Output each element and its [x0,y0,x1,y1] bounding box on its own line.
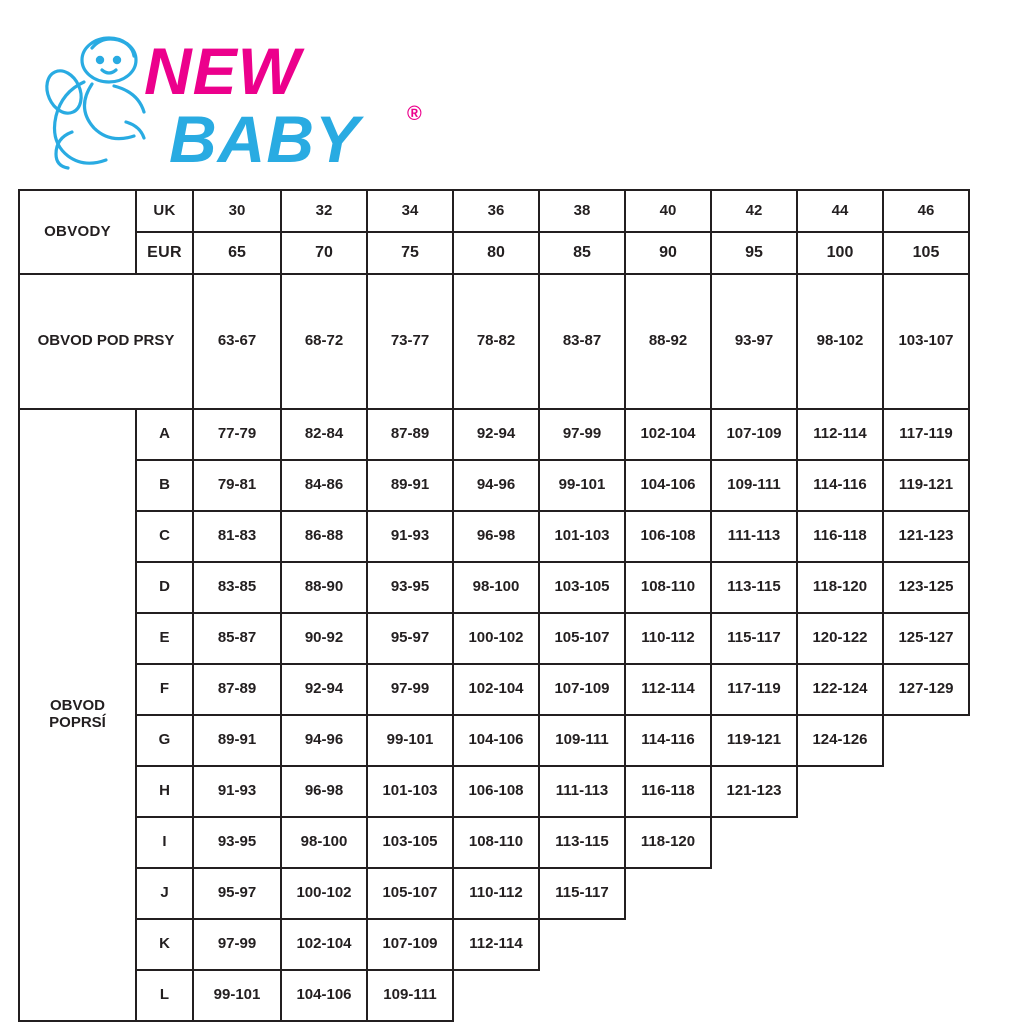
bust-value: 110-112 [453,868,539,919]
eur-size: 95 [711,232,797,274]
underbust-value: 68-72 [281,274,367,409]
eur-size: 100 [797,232,883,274]
bust-value: 95-97 [367,613,453,664]
bust-value: 103-105 [539,562,625,613]
empty-cell [797,970,883,1021]
bust-value: 120-122 [797,613,883,664]
table-row-cup [19,868,969,919]
eur-size: 65 [193,232,281,274]
bust-value: 93-95 [193,817,281,868]
bust-value: 87-89 [367,409,453,460]
bust-value: 91-93 [367,511,453,562]
bust-value: 87-89 [193,664,281,715]
bust-value: 109-111 [539,715,625,766]
bust-value: 112-114 [797,409,883,460]
bust-value: 100-102 [281,868,367,919]
underbust-value: 73-77 [367,274,453,409]
bust-value: 86-88 [281,511,367,562]
table-row-cup [19,715,969,766]
cup-letter: E [136,613,193,664]
bust-value: 101-103 [367,766,453,817]
table-row-cup [19,562,969,613]
bust-value: 107-109 [711,409,797,460]
empty-cell [797,919,883,970]
empty-cell [539,970,625,1021]
bust-value: 112-114 [453,919,539,970]
cup-letter: I [136,817,193,868]
bust-value: 112-114 [625,664,711,715]
empty-cell [711,817,797,868]
bust-value: 103-105 [367,817,453,868]
cup-letter: H [136,766,193,817]
eur-size: 90 [625,232,711,274]
label-obvod-poprsi: OBVOD POPRSÍ [19,409,136,1021]
bust-value: 92-94 [453,409,539,460]
bust-value: 104-106 [453,715,539,766]
table-row-uk [19,190,969,232]
eur-size: 70 [281,232,367,274]
bust-value: 105-107 [367,868,453,919]
empty-cell [797,868,883,919]
empty-cell [883,715,969,766]
uk-size: 30 [193,190,281,232]
bust-value: 106-108 [625,511,711,562]
bust-value: 113-115 [539,817,625,868]
bust-value: 102-104 [453,664,539,715]
bust-value: 116-118 [797,511,883,562]
bust-value: 100-102 [453,613,539,664]
label-obvod-pod-prsy: OBVOD POD PRSY [19,274,193,409]
bust-value: 95-97 [193,868,281,919]
bra-size-table [18,189,970,1022]
empty-cell [883,970,969,1021]
bust-value: 110-112 [625,613,711,664]
new-baby-logo [14,22,434,172]
empty-cell [797,817,883,868]
table-row-cup [19,919,969,970]
bust-value: 118-120 [797,562,883,613]
table-row-cup [19,460,969,511]
bust-value: 121-123 [883,511,969,562]
bust-value: 88-90 [281,562,367,613]
underbust-value: 88-92 [625,274,711,409]
bust-value: 118-120 [625,817,711,868]
bust-value: 119-121 [711,715,797,766]
bust-value: 109-111 [711,460,797,511]
empty-cell [883,766,969,817]
bust-value: 119-121 [883,460,969,511]
bust-value: 81-83 [193,511,281,562]
bust-value: 77-79 [193,409,281,460]
uk-size: 36 [453,190,539,232]
cup-letter: A [136,409,193,460]
empty-cell [711,919,797,970]
bust-value: 93-95 [367,562,453,613]
empty-cell [625,919,711,970]
cup-letter: B [136,460,193,511]
underbust-value: 93-97 [711,274,797,409]
bust-value: 114-116 [797,460,883,511]
empty-cell [883,868,969,919]
bust-value: 84-86 [281,460,367,511]
bust-value: 82-84 [281,409,367,460]
cup-letter: J [136,868,193,919]
cup-letter: G [136,715,193,766]
bust-value: 85-87 [193,613,281,664]
header-obvody: OBVODY [19,190,136,274]
bust-value: 105-107 [539,613,625,664]
bust-value: 108-110 [453,817,539,868]
empty-cell [711,970,797,1021]
eur-size: 75 [367,232,453,274]
table-row-cup [19,409,969,460]
cup-letter: K [136,919,193,970]
uk-size: 38 [539,190,625,232]
empty-cell [453,970,539,1021]
bust-value: 79-81 [193,460,281,511]
table-row-eur [19,232,969,274]
bust-value: 123-125 [883,562,969,613]
table-row-cup [19,970,969,1021]
bust-value: 106-108 [453,766,539,817]
bust-value: 89-91 [367,460,453,511]
bust-value: 101-103 [539,511,625,562]
bust-value: 98-100 [281,817,367,868]
bust-value: 102-104 [281,919,367,970]
table-row-cup [19,817,969,868]
svg-text:®: ® [407,103,422,125]
header-uk: UK [136,190,193,232]
bust-value: 116-118 [625,766,711,817]
bust-value: 111-113 [539,766,625,817]
bust-value: 117-119 [711,664,797,715]
bust-value: 109-111 [367,970,453,1021]
bust-value: 102-104 [625,409,711,460]
bust-value: 121-123 [711,766,797,817]
table-row-cup [19,613,969,664]
bust-value: 107-109 [539,664,625,715]
bust-value: 90-92 [281,613,367,664]
bust-value: 91-93 [193,766,281,817]
bust-value: 92-94 [281,664,367,715]
bust-value: 127-129 [883,664,969,715]
underbust-value: 63-67 [193,274,281,409]
empty-cell [883,919,969,970]
empty-cell [711,868,797,919]
bust-value: 99-101 [367,715,453,766]
uk-size: 32 [281,190,367,232]
underbust-value: 78-82 [453,274,539,409]
underbust-value: 103-107 [883,274,969,409]
bust-value: 83-85 [193,562,281,613]
empty-cell [883,817,969,868]
bust-value: 96-98 [281,766,367,817]
table-row-cup [19,511,969,562]
header-eur: EUR [136,232,193,274]
bust-value: 115-117 [711,613,797,664]
cup-letter: L [136,970,193,1021]
bust-value: 111-113 [711,511,797,562]
bust-value: 94-96 [281,715,367,766]
uk-size: 34 [367,190,453,232]
bust-value: 107-109 [367,919,453,970]
bust-value: 96-98 [453,511,539,562]
bust-value: 117-119 [883,409,969,460]
bust-value: 115-117 [539,868,625,919]
bust-value: 89-91 [193,715,281,766]
bust-value: 122-124 [797,664,883,715]
table-row-cup [19,664,969,715]
eur-size: 85 [539,232,625,274]
empty-cell [625,868,711,919]
bust-value: 124-126 [797,715,883,766]
empty-cell [797,766,883,817]
bust-value: 113-115 [711,562,797,613]
eur-size: 105 [883,232,969,274]
svg-text:NEW: NEW [144,34,301,108]
eur-size: 80 [453,232,539,274]
underbust-value: 98-102 [797,274,883,409]
bust-value: 99-101 [193,970,281,1021]
bust-value: 104-106 [281,970,367,1021]
empty-cell [625,970,711,1021]
bust-value: 104-106 [625,460,711,511]
table-row-cup [19,766,969,817]
table-row-underbust [19,274,969,409]
bust-value: 97-99 [193,919,281,970]
cup-letter: F [136,664,193,715]
bust-value: 97-99 [367,664,453,715]
bust-value: 125-127 [883,613,969,664]
empty-cell [539,919,625,970]
uk-size: 42 [711,190,797,232]
uk-size: 40 [625,190,711,232]
bust-value: 114-116 [625,715,711,766]
underbust-value: 83-87 [539,274,625,409]
uk-size: 46 [883,190,969,232]
svg-text:BABY: BABY [169,102,361,172]
bust-value: 97-99 [539,409,625,460]
cup-letter: D [136,562,193,613]
bust-value: 108-110 [625,562,711,613]
bust-value: 99-101 [539,460,625,511]
cup-letter: C [136,511,193,562]
bust-value: 98-100 [453,562,539,613]
uk-size: 44 [797,190,883,232]
bust-value: 94-96 [453,460,539,511]
